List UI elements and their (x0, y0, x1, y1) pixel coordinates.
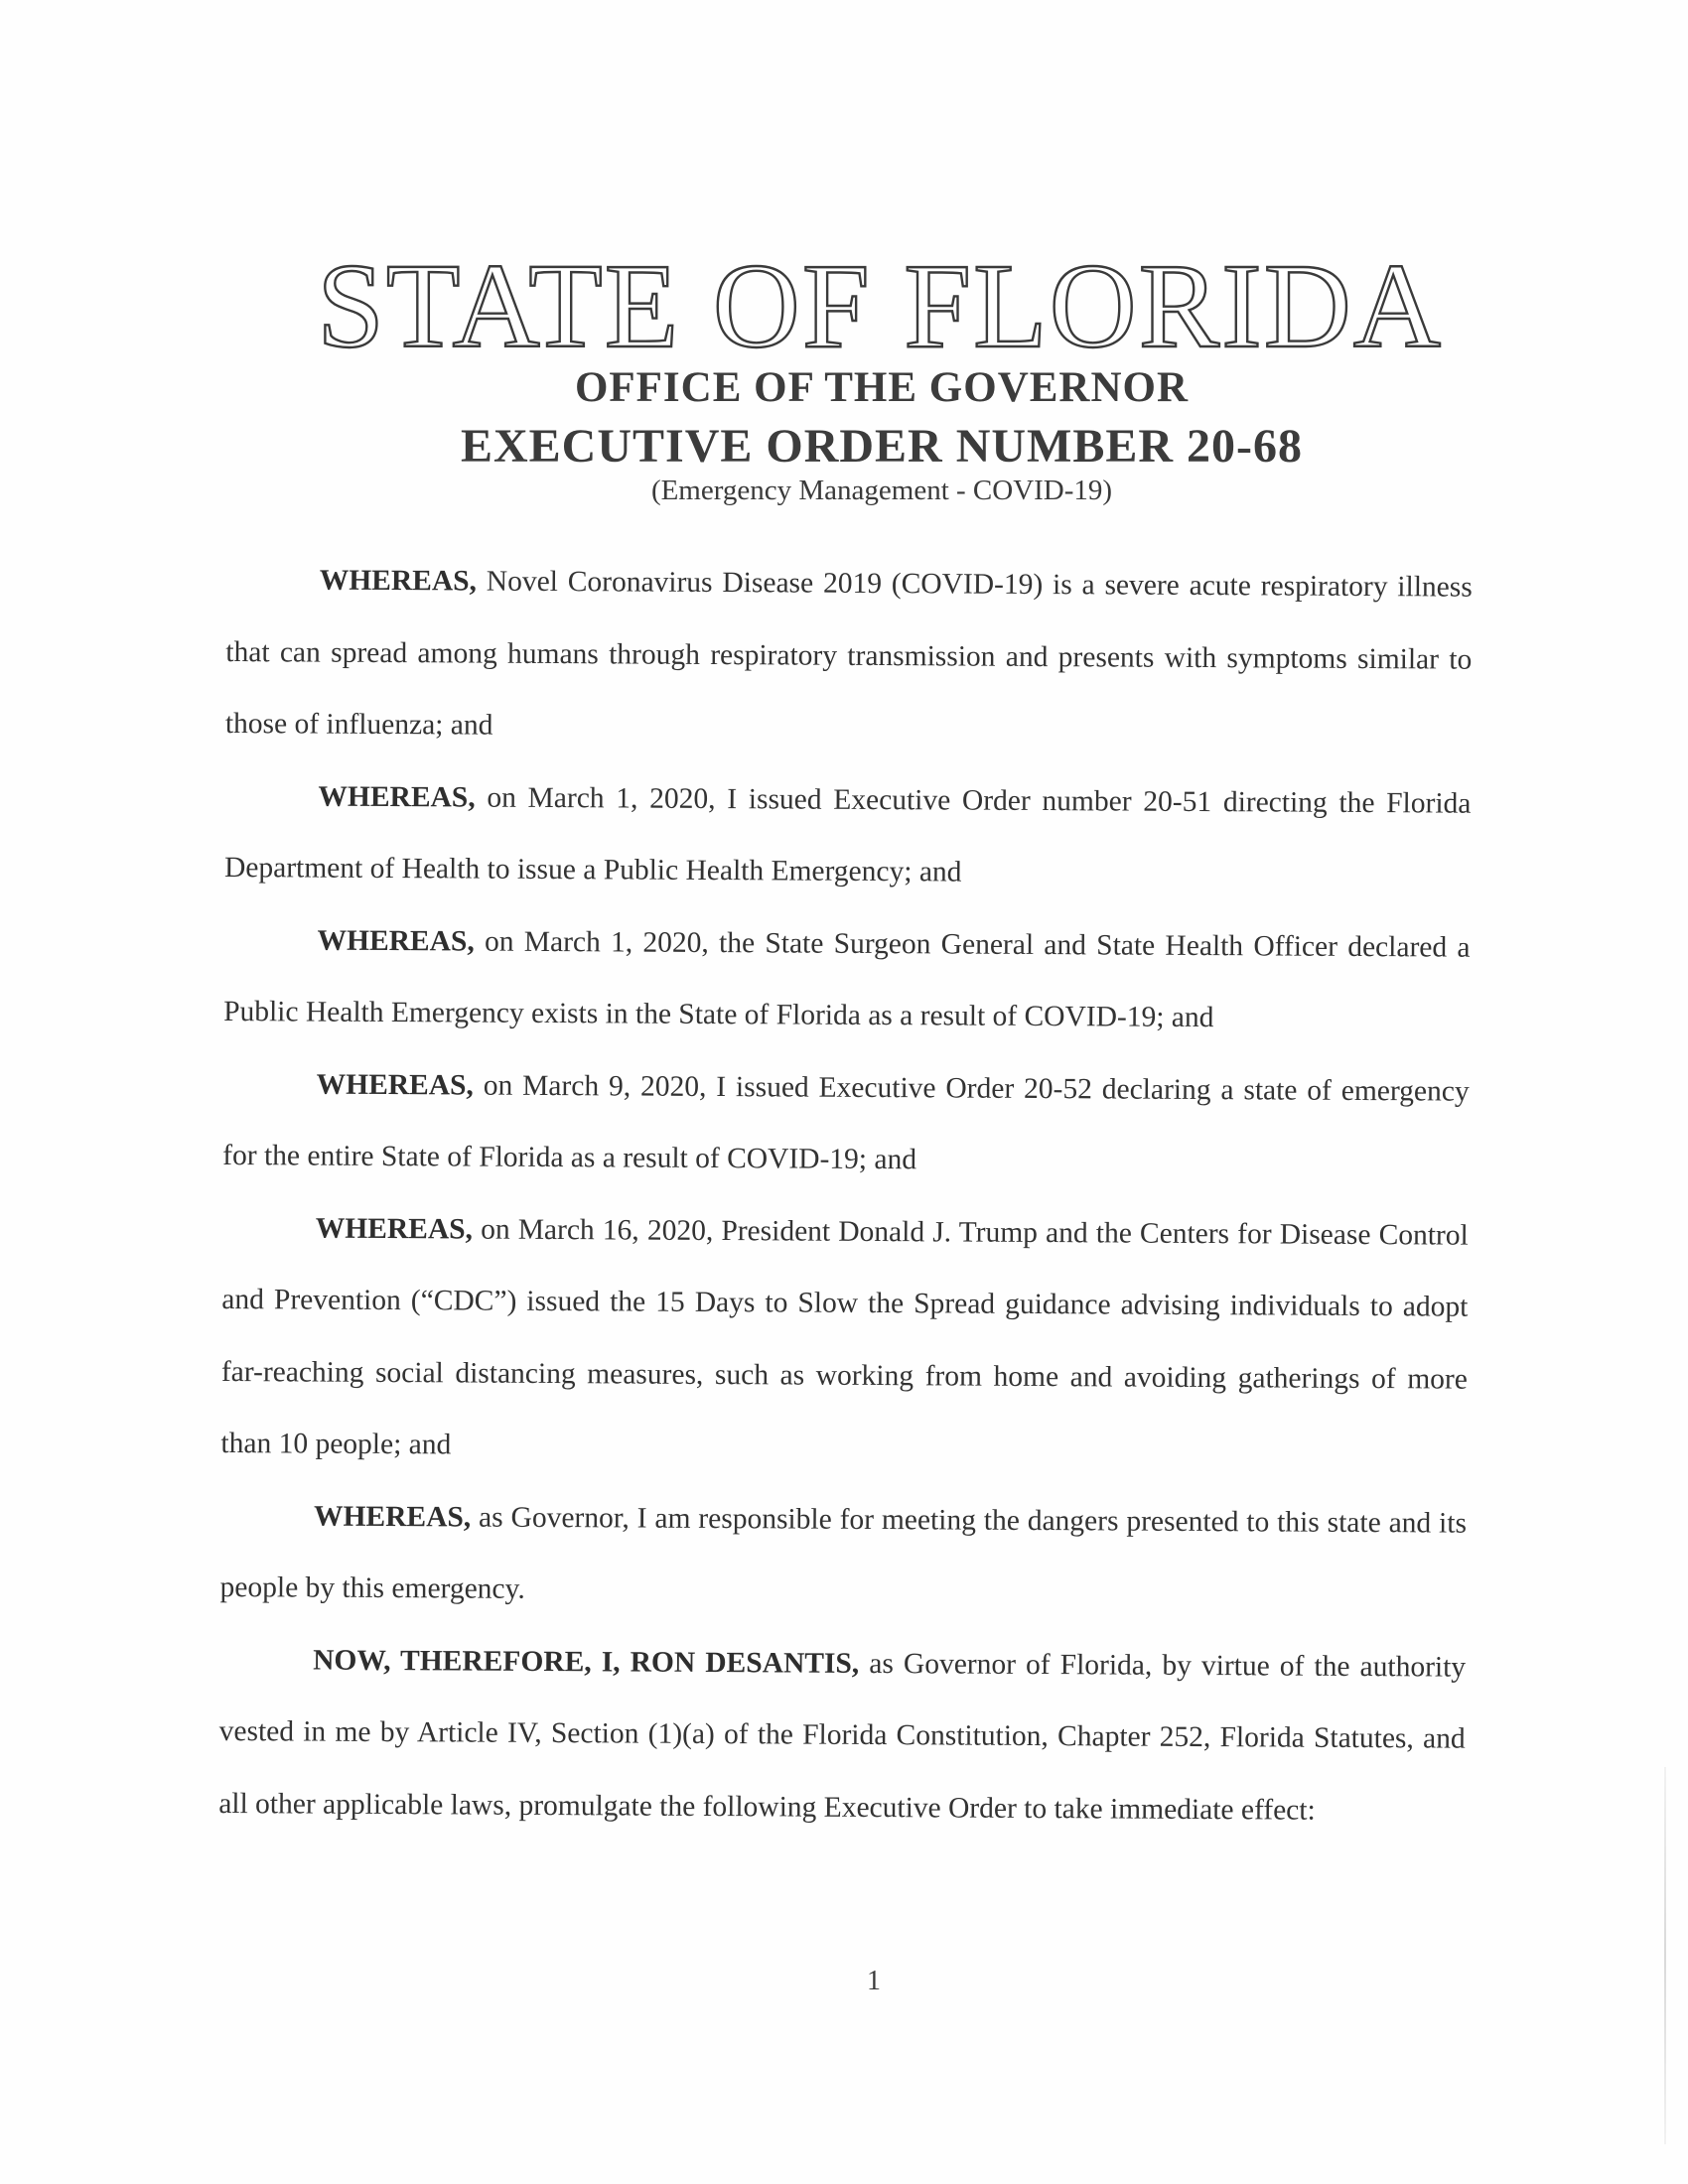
whereas-paragraph-1 (225, 544, 1473, 767)
paragraph-lead: WHEREAS, (313, 1500, 472, 1534)
whereas-paragraph-5 (220, 1191, 1469, 1487)
order-body (218, 544, 1473, 1847)
paragraph-lead: WHEREAS, (315, 1212, 474, 1246)
page-number: 1 (867, 1966, 881, 1996)
paragraph-text: on March 16, 2020, President Donald J. Trump and the Centers for Disease Control and Prevention (“CDC”) issued the 15 Days to Slow the Spread guidance advising individuals to adopt far-reaching social distancing measures, such as working from home and avoiding gatherings of more than 10 people; and (220, 1213, 1469, 1461)
paragraph-lead: WHEREAS, (316, 1068, 474, 1102)
paragraph-lead: NOW, THEREFORE, I, RON DESANTIS, (313, 1644, 860, 1680)
whereas-paragraph-3 (223, 903, 1471, 1055)
now-therefore-paragraph (218, 1623, 1466, 1846)
paragraph-text: on March 9, 2020, I issued Executive Order 20-52 declaring a state of emergency for the entire State of Florida as a result of COVID-19; and (222, 1069, 1470, 1176)
paragraph-lead: WHEREAS, (317, 924, 475, 958)
paragraph-lead: WHEREAS, (318, 780, 476, 814)
paragraph-text: as Governor of Florida, by virtue of the authority vested in me by Article IV, Section (1)(a) of the Florida Constitution, Chapter 252, Florida Statutes, and all other applicable laws, promulgate the following Executive Order to take immediate effect: (218, 1647, 1467, 1827)
paragraph-text: as Governor, I am responsible for meeting the dangers presented to this state and its people by this emergency. (219, 1501, 1468, 1605)
whereas-paragraph-2 (224, 759, 1472, 911)
executive-order-number: EXECUTIVE ORDER NUMBER 20-68 (460, 420, 1304, 473)
paragraph-text: on March 1, 2020, the State Surgeon General and State Health Officer declared a Public Health Emergency exists in the State of Florida as a result of COVID-19; and (223, 925, 1471, 1034)
paragraph-text: Novel Coronavirus Disease 2019 (COVID-19) is a severe acute respiratory illness that can spread among humans through respiratory transmission and presents with symptoms similar to those of influenza; and (224, 565, 1473, 742)
paragraph-lead: WHEREAS, (319, 564, 478, 598)
scan-edge-mark (1664, 1767, 1666, 2144)
whereas-paragraph-6 (219, 1479, 1467, 1631)
state-title: STATE OF FLORIDA (317, 239, 1443, 373)
order-subtitle: (Emergency Management - COVID-19) (650, 475, 1113, 506)
paragraph-text: on March 1, 2020, I issued Executive Order number 20-51 directing the Florida Department of Health to issue a Public Health Emergency; and (223, 781, 1472, 888)
whereas-paragraph-4 (222, 1047, 1470, 1199)
office-heading: OFFICE OF THE GOVERNOR (574, 364, 1190, 411)
